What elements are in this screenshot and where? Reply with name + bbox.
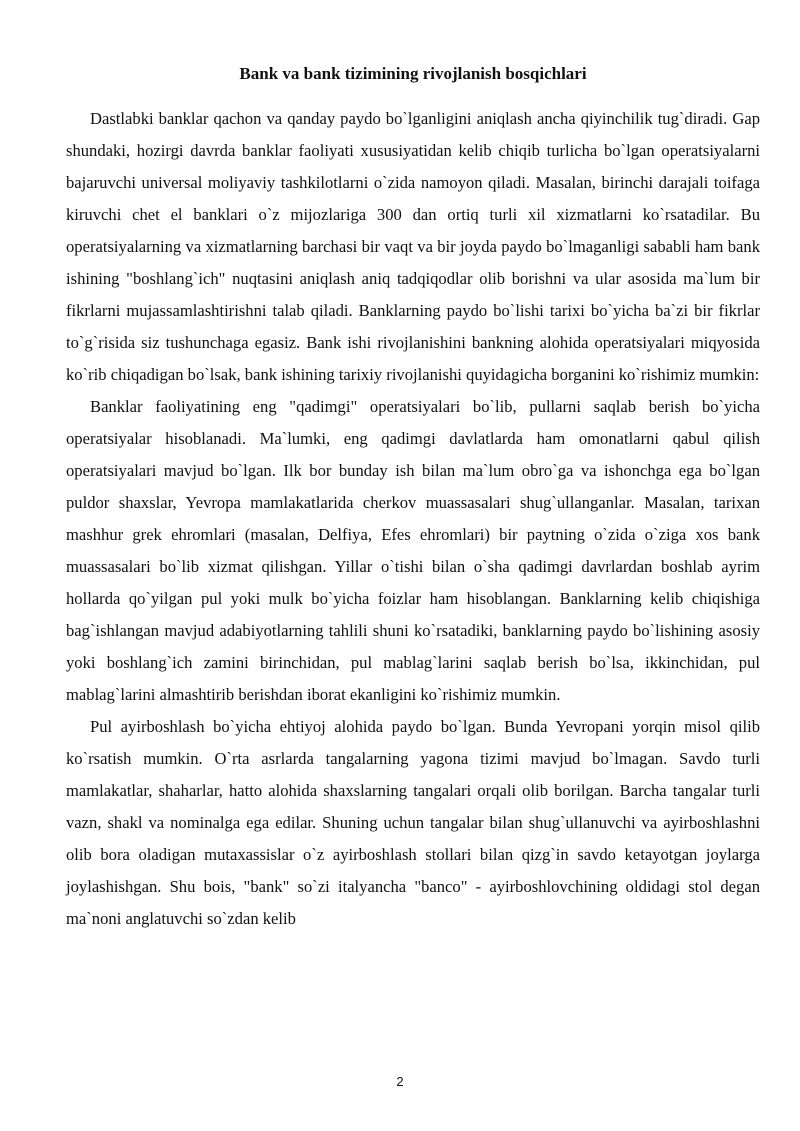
paragraph-3: Pul ayirboshlash bo`yicha ehtiyoj alohida paydo bo`lgan. Bunda Yevropani yorqin misol qilib ko`rsatish mumkin. O`rta asrlarda tangalarning yagona tizimi mavjud bo`lmagan. Savdo turli mamlakatlar, shaharlar, hatto alohida shaxslarning tangalari orqali olib borilgan. Barcha tangalar turli vazn, shakl va nominalga ega edilar. Shuning uchun tangalar bilan shug`ullanuvchi va ayirboshlashni olib bora oladigan mutaxassislar o`z ayirboshlash stollari bilan qizg`in savdo ketayotgan joylarga joylashishgan. Shu bois, "bank" so`zi italyancha "banco" - ayirboshlovchining oldidagi stol degan ma`noni anglatuvchi so`zdan kelib <box>66 717 760 928</box>
document-title: Bank va bank tizimining rivojlanish bosqichlari <box>239 64 587 83</box>
paragraph-1: Dastlabki banklar qachon va qanday paydo bo`lganligini aniqlash ancha qiyinchilik tug`diradi. Gap shundaki, hozirgi davrda banklar faoliyati xususiyatidan kelib chiqib turlicha bo`lgan operatsiyalarni bajaruvchi universal moliyaviy tashkilotlarni o`zida namoyon qiladi. Masalan, birinchi darajali toifaga kiruvchi chet el banklari o`z mijozlariga 300 dan ortiq turli xil xizmatlarni ko`rsatadilar. Bu operatsiyalarning va xizmatlarning barchasi bir vaqt va bir joyda paydo bo`lmaganligi sababli ham bank ishining "boshlang`ich" nuqtasini aniqlash aniq tadqiqodlar olib borishni va ular asosida ma`lum bir fikrlarni mujassamlashtirishni talab qiladi. Banklarning paydo bo`lishi tarixi bo`yicha ba`zi bir fikrlar to`g`risida siz tushunchaga egasiz. Bank ishi rivojlanishini bankning alohida operatsiyalari miqyosida ko`rib chiqadigan bo`lsak, bank ishining tarixiy rivojlanishi quyidagicha borganini ko`rishimiz mumkin: <box>66 109 760 384</box>
document-page <box>66 62 760 935</box>
paragraph-2: Banklar faoliyatining eng "qadimgi" operatsiyalari bo`lib, pullarni saqlab berish bo`yicha operatsiyalar hisoblanadi. Ma`lumki, eng qadimgi davlatlarda ham omonatlarni qabul qilish operatsiyalari mavjud bo`lgan. Ilk bor bunday ish bilan ma`lum obro`ga va ishonchga ega bo`lgan puldor shaxslar, Yevropa mamlakatlarida cherkov muassasalari shug`ullanganlar. Masalan, tarixan mashhur grek ehromlari (masalan, Delfiya, Efes ehromlari) bir paytning o`zida o`ziga xos bank muassasalari bo`lib xizmat qilishgan. Yillar o`tishi bilan o`sha qadimgi davrlardan boshlab ayrim hollarda qo`yilgan pul yoki mulk bo`yicha foizlar ham hisoblangan. Banklarning kelib chiqishiga bag`ishlangan mavjud adabiyotlarning tahlili shuni ko`rsatadiki, banklarning paydo bo`lishining asosiy yoki boshlang`ich zamini birinchidan, pul mablag`larini saqlab berish bo`lsa, ikkinchidan, pul mablag`larini almashtirib berishdan iborat ekanligini ko`rishimiz mumkin. <box>66 397 760 704</box>
page-number: 2 <box>396 1074 404 1089</box>
